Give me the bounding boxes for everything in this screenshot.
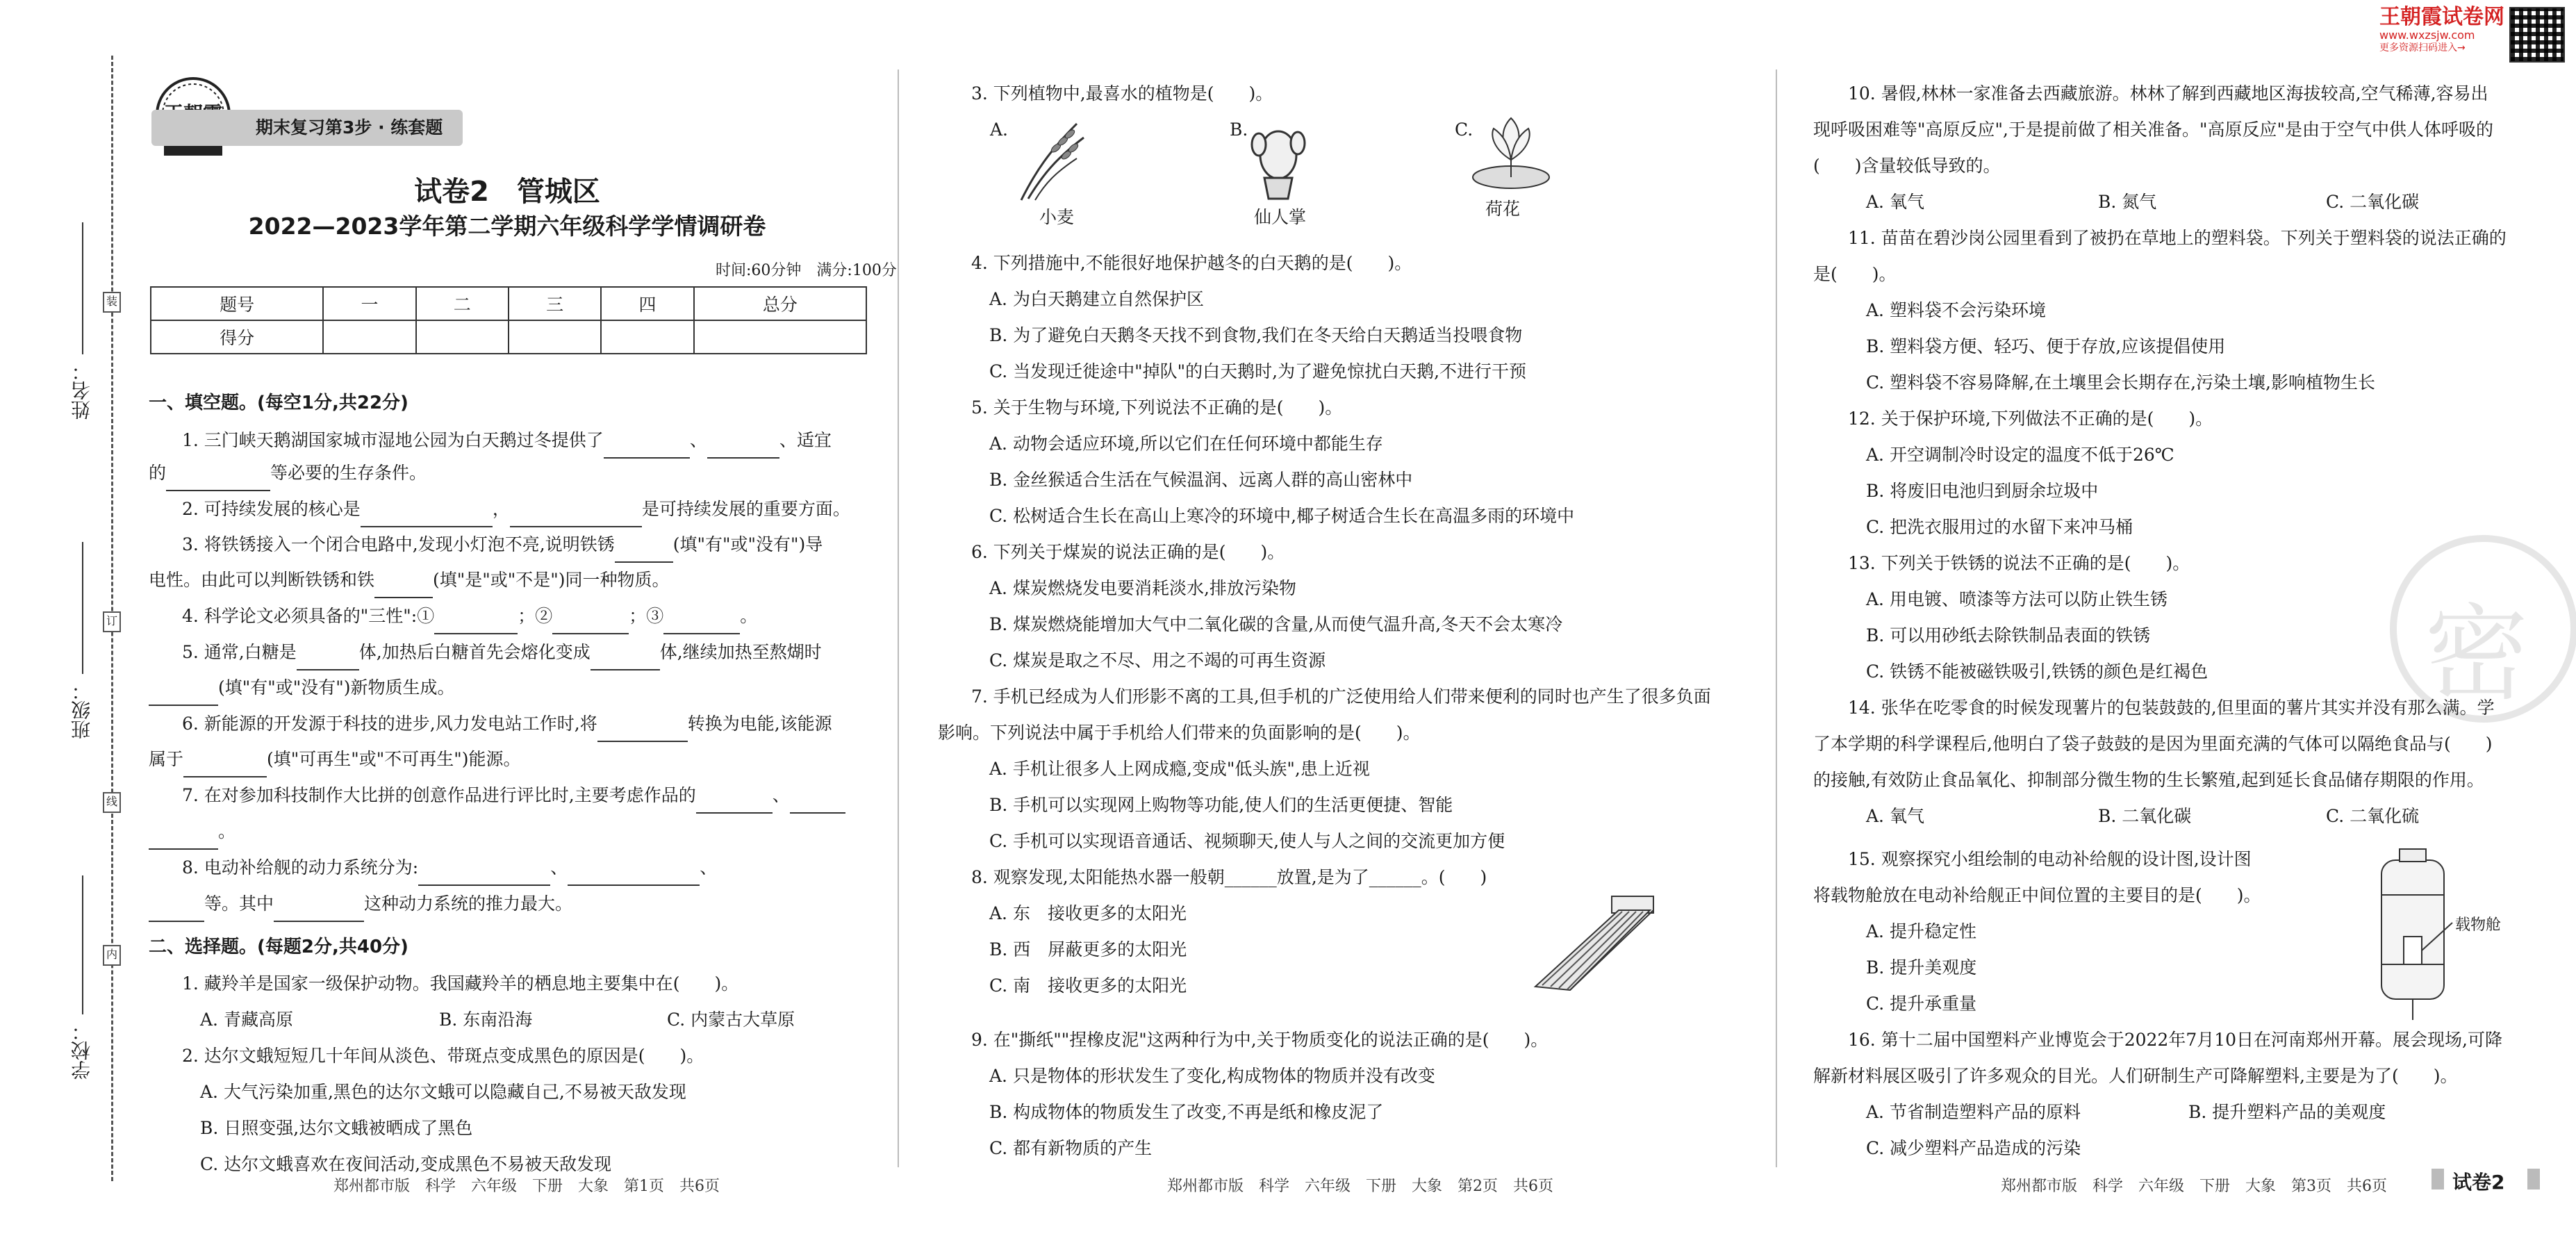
- page-footer: 郑州都市版 科学 六年级 下册 大象 第2页 共6页: [1167, 1178, 1553, 1195]
- question-text: 8. 观察发现,太阳能热水器一般朝______放置,是为了______。( ): [971, 867, 1487, 887]
- question-text: (填"是"或"不是")同一种物质。: [433, 570, 670, 590]
- question-text: [182, 777, 845, 814]
- score-table-header-row: [151, 287, 866, 320]
- question-text: [149, 813, 236, 850]
- question-text: 9. 在"撕纸""捏橡皮泥"这两种行为中,关于物质变化的说法正确的是( )。: [971, 1030, 1549, 1050]
- question-text: ，: [492, 499, 510, 519]
- answer-blank[interactable]: [166, 469, 270, 491]
- score-cell: 题号: [151, 287, 323, 320]
- option-c[interactable]: C. 南 接收更多的太阳光: [989, 976, 1187, 996]
- lotus-figure: [1466, 111, 1556, 198]
- answer-blank[interactable]: [790, 791, 845, 814]
- option-b[interactable]: B. 氮气: [2098, 192, 2157, 212]
- question-text: 10. 暑假,林林一家准备去西藏旅游。林林了解到西藏地区海拔较高,空气稀薄,容易出: [1848, 83, 2488, 104]
- question-text: [182, 634, 822, 670]
- score-cell: 一: [323, 287, 415, 320]
- binding-margin: [42, 56, 125, 1181]
- question-text: 2. 达尔文蛾短短几十年间从淡色、带斑点变成黑色的原因是( )。: [182, 1046, 704, 1066]
- score-cell: 得分: [151, 320, 323, 354]
- answer-blank[interactable]: [374, 576, 433, 598]
- option-a[interactable]: A. 手机让很多人上网成瘾,变成"低头族",患上近视: [989, 759, 1370, 779]
- question-text: [182, 491, 850, 527]
- option-b[interactable]: B. 为了避免白天鹅冬天找不到食物,我们在冬天给白天鹅适当投喂食物: [989, 325, 1523, 345]
- option-b[interactable]: B. 塑料袋方便、轻巧、便于存放,应该提倡使用: [1866, 336, 2226, 356]
- question-text: 5. 关于生物与环境,下列说法不正确的是( )。: [971, 397, 1343, 418]
- question-text: [149, 885, 572, 922]
- answer-blank[interactable]: [297, 648, 359, 670]
- school-line[interactable]: [82, 875, 83, 1014]
- option-c[interactable]: C. 达尔文蛾喜欢在夜间活动,变成黑色不易被天敌发现: [200, 1154, 612, 1174]
- question-text: 电性。由此可以判断铁锈和铁: [149, 570, 375, 590]
- answer-blank[interactable]: [663, 612, 740, 634]
- option-a[interactable]: A. 动物会适应环境,所以它们在任何环境中都能生存: [989, 434, 1383, 454]
- question-text: 4. 科学论文必须具备的"三性":①: [182, 606, 435, 626]
- solar-heater-figure: [1528, 889, 1660, 994]
- binding-mark: 订: [103, 611, 121, 632]
- score-table-score-row: [151, 320, 866, 354]
- question-text: (填"可再生"或"不可再生")能源。: [267, 749, 521, 769]
- question-text: 的: [149, 463, 167, 483]
- option-b[interactable]: B. 西 屏蔽更多的太阳光: [989, 939, 1187, 960]
- option-c[interactable]: C. 二氧化碳: [2326, 192, 2420, 212]
- option-a[interactable]: A. 氧气: [1866, 806, 1924, 826]
- figure-label: 载物舱: [2455, 916, 2502, 934]
- option-a[interactable]: A. 青藏高原: [200, 1010, 293, 1030]
- option-b[interactable]: B. 日照变强,达尔文蛾被晒成了黑色: [200, 1118, 473, 1138]
- column-divider: [1776, 69, 1777, 1167]
- section-heading: 一、填空题。(每空1分,共22分): [149, 393, 408, 413]
- option-b[interactable]: B. 二氧化碳: [2098, 806, 2192, 826]
- question-text: 4. 下列措施中,不能很好地保护越冬的白天鹅的是( )。: [971, 253, 1412, 273]
- option-a[interactable]: A. 塑料袋不会污染环境: [1866, 300, 2046, 320]
- option-c[interactable]: C. 内蒙古大草原: [667, 1010, 795, 1030]
- answer-blank[interactable]: [597, 720, 688, 742]
- watermark-url: www.wxzsjw.com: [2379, 28, 2475, 42]
- option-b[interactable]: B.: [1230, 120, 1248, 140]
- option-a[interactable]: A. 只是物体的形状发生了变化,构成物体的物质并没有改变: [989, 1066, 1435, 1086]
- question-text: 7. 手机已经成为人们形影不离的工具,但手机的广泛使用给人们带来便利的同时也产生了很多负面: [971, 686, 1711, 707]
- question-text: (填"有"或"没有")新物质生成。: [218, 677, 455, 698]
- question-text: 5. 通常,白糖是: [182, 642, 297, 662]
- question-text: 12. 关于保护环境,下列做法不正确的是( )。: [1848, 409, 2213, 429]
- question-text: 、: [689, 430, 707, 450]
- binding-mark: 线: [103, 792, 121, 813]
- question-text: 2. 可持续发展的核心是: [182, 499, 361, 519]
- question-text: 11. 苗苗在碧沙岗公园里看到了被扔在草地上的塑料袋。下列关于塑料袋的说法正确的: [1848, 228, 2507, 248]
- question-text: 3. 将铁锈接入一个闭合电路中,发现小灯泡不亮,说明铁锈: [182, 534, 615, 554]
- school-label: 学校：: [70, 1021, 93, 1080]
- question-text: 13. 下列关于铁锈的说法不正确的是( )。: [1848, 553, 2190, 573]
- question-text: 的接触,有效防止食品氧化、抑制部分微生物的生长繁殖,起到延长食品储存期限的作用。: [1813, 770, 2484, 790]
- answer-blank[interactable]: [274, 900, 364, 922]
- score-cell: 总分: [694, 287, 866, 320]
- option-a[interactable]: A. 大气污染加重,黑色的达尔文蛾可以隐藏自己,不易被天敌发现: [200, 1082, 686, 1102]
- answer-blank[interactable]: [361, 505, 493, 527]
- question-text: 、: [550, 857, 568, 878]
- time-info: 时间:60分钟 满分:100分: [716, 262, 897, 279]
- question-text: 转换为电能,该能源: [687, 714, 832, 734]
- option-b[interactable]: B. 构成物体的物质发生了改变,不再是纸和橡皮泥了: [989, 1102, 1384, 1122]
- question-text: [149, 741, 521, 777]
- question-text: 。: [740, 606, 758, 626]
- watermark-site: 王朝霞试卷网: [2379, 5, 2504, 29]
- question-text: ( )含量较低导致的。: [1813, 156, 2001, 176]
- qr-code-icon[interactable]: [2509, 7, 2565, 63]
- option-c[interactable]: C. 当发现迁徙途中"掉队"的白天鹅时,为了避免惊扰白天鹅,不进行干预: [989, 361, 1527, 381]
- question-text: (填"有"或"没有")导: [672, 534, 823, 554]
- page-tag-marker: [2527, 1169, 2540, 1190]
- option-b[interactable]: B. 提升美观度: [1866, 957, 1977, 978]
- answer-blank[interactable]: [149, 684, 218, 706]
- answer-blank[interactable]: [552, 612, 629, 634]
- score-input-cell[interactable]: [416, 320, 509, 354]
- option-a[interactable]: A. 用电镀、喷漆等方法可以防止铁生锈: [1866, 589, 2168, 609]
- option-a[interactable]: A.: [990, 120, 1009, 140]
- question-text: [182, 705, 832, 742]
- score-cell: 三: [509, 287, 601, 320]
- question-text: 这种动力系统的推力最大。: [364, 894, 573, 914]
- answer-blank[interactable]: [707, 436, 779, 459]
- answer-blank[interactable]: [568, 864, 700, 886]
- question-text: 1. 藏羚羊是国家一级保护动物。我国藏羚羊的栖息地主要集中在( )。: [182, 973, 739, 994]
- question-text: 、: [700, 857, 718, 878]
- question-text: 是可持续发展的重要方面。: [641, 499, 850, 519]
- question-text: 属于: [149, 749, 184, 769]
- question-text: [182, 598, 757, 634]
- option-a[interactable]: A. 提升稳定性: [1866, 921, 1976, 941]
- answer-blank[interactable]: [149, 900, 204, 922]
- question-text: 解新材料展区吸引了许多观众的目光。人们研制生产可降解塑料,主要是为了( )。: [1813, 1066, 2458, 1086]
- option-c-name: 荷花: [1485, 199, 1521, 219]
- cactus-figure: [1244, 117, 1313, 204]
- option-c[interactable]: C. 手机可以实现语音通话、视频聊天,使人与人之间的交流更加方便: [989, 831, 1505, 851]
- question-text: 、: [772, 785, 790, 805]
- question-text: 6. 下列关于煤炭的说法正确的是( )。: [971, 542, 1285, 562]
- class-line[interactable]: [82, 542, 83, 674]
- question-text: 7. 在对参加科技制作大比拼的创意作品进行评比时,主要考虑作品的: [182, 785, 696, 805]
- question-text: [182, 422, 832, 459]
- question-text: [182, 526, 823, 563]
- binding-mark: 装: [103, 292, 121, 313]
- option-c[interactable]: C. 把洗衣服用过的水留下来冲马桶: [1866, 517, 2133, 537]
- option-a[interactable]: A. 氧气: [1866, 192, 1924, 212]
- question-text: 1. 三门峡天鹅湖国家城市湿地公园为白天鹅过冬提供了: [182, 430, 604, 450]
- supply-ship-figure: [2376, 846, 2480, 1027]
- option-b[interactable]: B. 煤炭燃烧能增加大气中二氧化碳的含量,从而使气温升高,冬天不会太寒冷: [989, 614, 1563, 634]
- question-text: 16. 第十二届中国塑料产业博览会于2022年7月10日在河南郑州开幕。展会现场,可降: [1848, 1030, 2502, 1050]
- answer-blank[interactable]: [149, 828, 218, 850]
- question-text: 等必要的生存条件。: [270, 463, 427, 483]
- question-text: 是( )。: [1813, 264, 1897, 284]
- question-text: 体,加热后白糖首先会熔化变成: [358, 642, 591, 662]
- option-b[interactable]: B. 可以用砂纸去除铁制品表面的铁锈: [1866, 625, 2151, 645]
- answer-blank[interactable]: [434, 612, 518, 634]
- watermark-logo: [2379, 6, 2511, 56]
- question-text: [149, 669, 455, 706]
- option-b[interactable]: B. 手机可以实现网上购物等功能,使人们的生活更便捷、智能: [989, 795, 1453, 815]
- chapter-banner: [151, 110, 463, 146]
- chapter-banner-label: 期末复习第3步 · 练套题: [256, 117, 443, 138]
- exam-subtitle: 2022—2023学年第二学期六年级科学学情调研卷: [248, 213, 766, 240]
- page-footer: 郑州都市版 科学 六年级 下册 大象 第1页 共6页: [333, 1178, 720, 1195]
- option-c[interactable]: C. 减少塑料产品造成的污染: [1866, 1138, 2081, 1158]
- score-input-cell[interactable]: [601, 320, 693, 354]
- answer-blank[interactable]: [604, 436, 690, 459]
- question-text: 将载物舱放在电动补给舰正中间位置的主要目的是( )。: [1813, 885, 2261, 905]
- section-heading: 二、选择题。(每题2分,共40分): [149, 937, 408, 957]
- option-b[interactable]: B. 金丝猴适合生活在气候温润、远离人群的高山密林中: [989, 470, 1413, 490]
- question-text: 6. 新能源的开发源于科技的进步,风力发电站工作时,将: [182, 714, 597, 734]
- option-c[interactable]: C.: [1455, 120, 1473, 140]
- option-a[interactable]: A. 节省制造塑料产品的原料: [1866, 1102, 2081, 1122]
- exam-title: 试卷2 管城区: [414, 176, 600, 208]
- score-input-cell[interactable]: [509, 320, 601, 354]
- option-a-name: 小麦: [1039, 207, 1075, 227]
- question-text: 现呼吸困难等"高原反应",于是提前做了相关准备。"高原反应"是由于空气中供人体呼吸的: [1813, 120, 2493, 140]
- option-c[interactable]: C. 都有新物质的产生: [989, 1138, 1153, 1158]
- option-b[interactable]: B. 东南沿海: [439, 1010, 533, 1030]
- question-text: ；③: [629, 606, 664, 626]
- score-cell: 二: [416, 287, 509, 320]
- question-text: 体,继续加热至熬煳时: [659, 642, 822, 662]
- option-c[interactable]: C. 提升承重量: [1866, 994, 1977, 1014]
- name-label: 姓名：: [70, 361, 93, 420]
- binding-mark: 内: [103, 945, 121, 966]
- page-tag-marker: [2431, 1169, 2444, 1190]
- question-text: ；②: [518, 606, 553, 626]
- score-table: [150, 286, 867, 354]
- option-c[interactable]: C. 塑料袋不容易降解,在土壤里会长期存在,污染土壤,影响植物生长: [1866, 372, 2375, 393]
- question-text: 等。其中: [204, 894, 274, 914]
- option-c[interactable]: C. 铁锈不能被磁铁吸引,铁锈的颜色是红褐色: [1866, 661, 2208, 682]
- option-c[interactable]: C. 煤炭是取之不尽、用之不竭的可再生资源: [989, 650, 1326, 670]
- option-b[interactable]: B. 提升塑料产品的美观度: [2188, 1102, 2386, 1122]
- question-text: 、适宜: [779, 430, 832, 450]
- wheat-figure: [1007, 117, 1091, 204]
- option-b[interactable]: B. 将废旧电池归到厨余垃圾中: [1866, 481, 2099, 501]
- question-text: 14. 张华在吃零食的时候发现薯片的包装鼓鼓的,但里面的薯片其实并没有那么满。学: [1848, 698, 2495, 718]
- page-footer: 郑州都市版 科学 六年级 下册 大象 第3页 共6页: [2001, 1178, 2387, 1195]
- question-text: [149, 561, 670, 598]
- option-a[interactable]: A. 开空调制冷时设定的温度不低于26℃: [1866, 445, 2174, 465]
- answer-blank[interactable]: [510, 505, 642, 527]
- answer-blank[interactable]: [591, 648, 660, 670]
- class-label: 班级：: [70, 681, 93, 739]
- question-text: [149, 454, 427, 491]
- answer-blank[interactable]: [183, 755, 267, 777]
- question-text: [182, 849, 717, 886]
- answer-blank[interactable]: [418, 864, 550, 886]
- question-text: 3. 下列植物中,最喜水的植物是( )。: [971, 83, 1273, 104]
- column-divider: [898, 69, 899, 1167]
- option-c[interactable]: C. 松树适合生长在高山上寒冷的环境中,椰子树适合生长在高温多雨的环境中: [989, 506, 1575, 526]
- option-b-name: 仙人掌: [1254, 207, 1307, 227]
- option-a[interactable]: A. 为白天鹅建立自然保护区: [989, 289, 1204, 309]
- option-a[interactable]: A. 煤炭燃烧发电要消耗淡水,排放污染物: [989, 578, 1296, 598]
- question-text: 15. 观察探究小组绘制的电动补给舰的设计图,设计图: [1848, 849, 2252, 869]
- question-text: 8. 电动补给舰的动力系统分为:: [182, 857, 419, 878]
- name-line[interactable]: [82, 222, 83, 354]
- answer-blank[interactable]: [615, 541, 673, 563]
- question-text: 影响。下列说法中属于手机给人们带来的负面影响的是( )。: [938, 723, 1421, 743]
- question-text: 了本学期的科学课程后,他明白了袋子鼓鼓的是因为里面充满的气体可以隔绝食品与( ): [1813, 734, 2493, 754]
- score-cell: 四: [601, 287, 693, 320]
- score-input-cell[interactable]: [694, 320, 866, 354]
- option-a[interactable]: A. 东 接收更多的太阳光: [989, 903, 1187, 923]
- watermark-note: 更多资源扫码进入→: [2379, 42, 2466, 53]
- page-tag: 试卷2: [2452, 1171, 2505, 1194]
- question-text: 。: [218, 821, 236, 841]
- score-input-cell[interactable]: [323, 320, 415, 354]
- seal-char: 密: [2424, 594, 2529, 715]
- option-c[interactable]: C. 二氧化硫: [2326, 806, 2420, 826]
- answer-blank[interactable]: [696, 791, 773, 814]
